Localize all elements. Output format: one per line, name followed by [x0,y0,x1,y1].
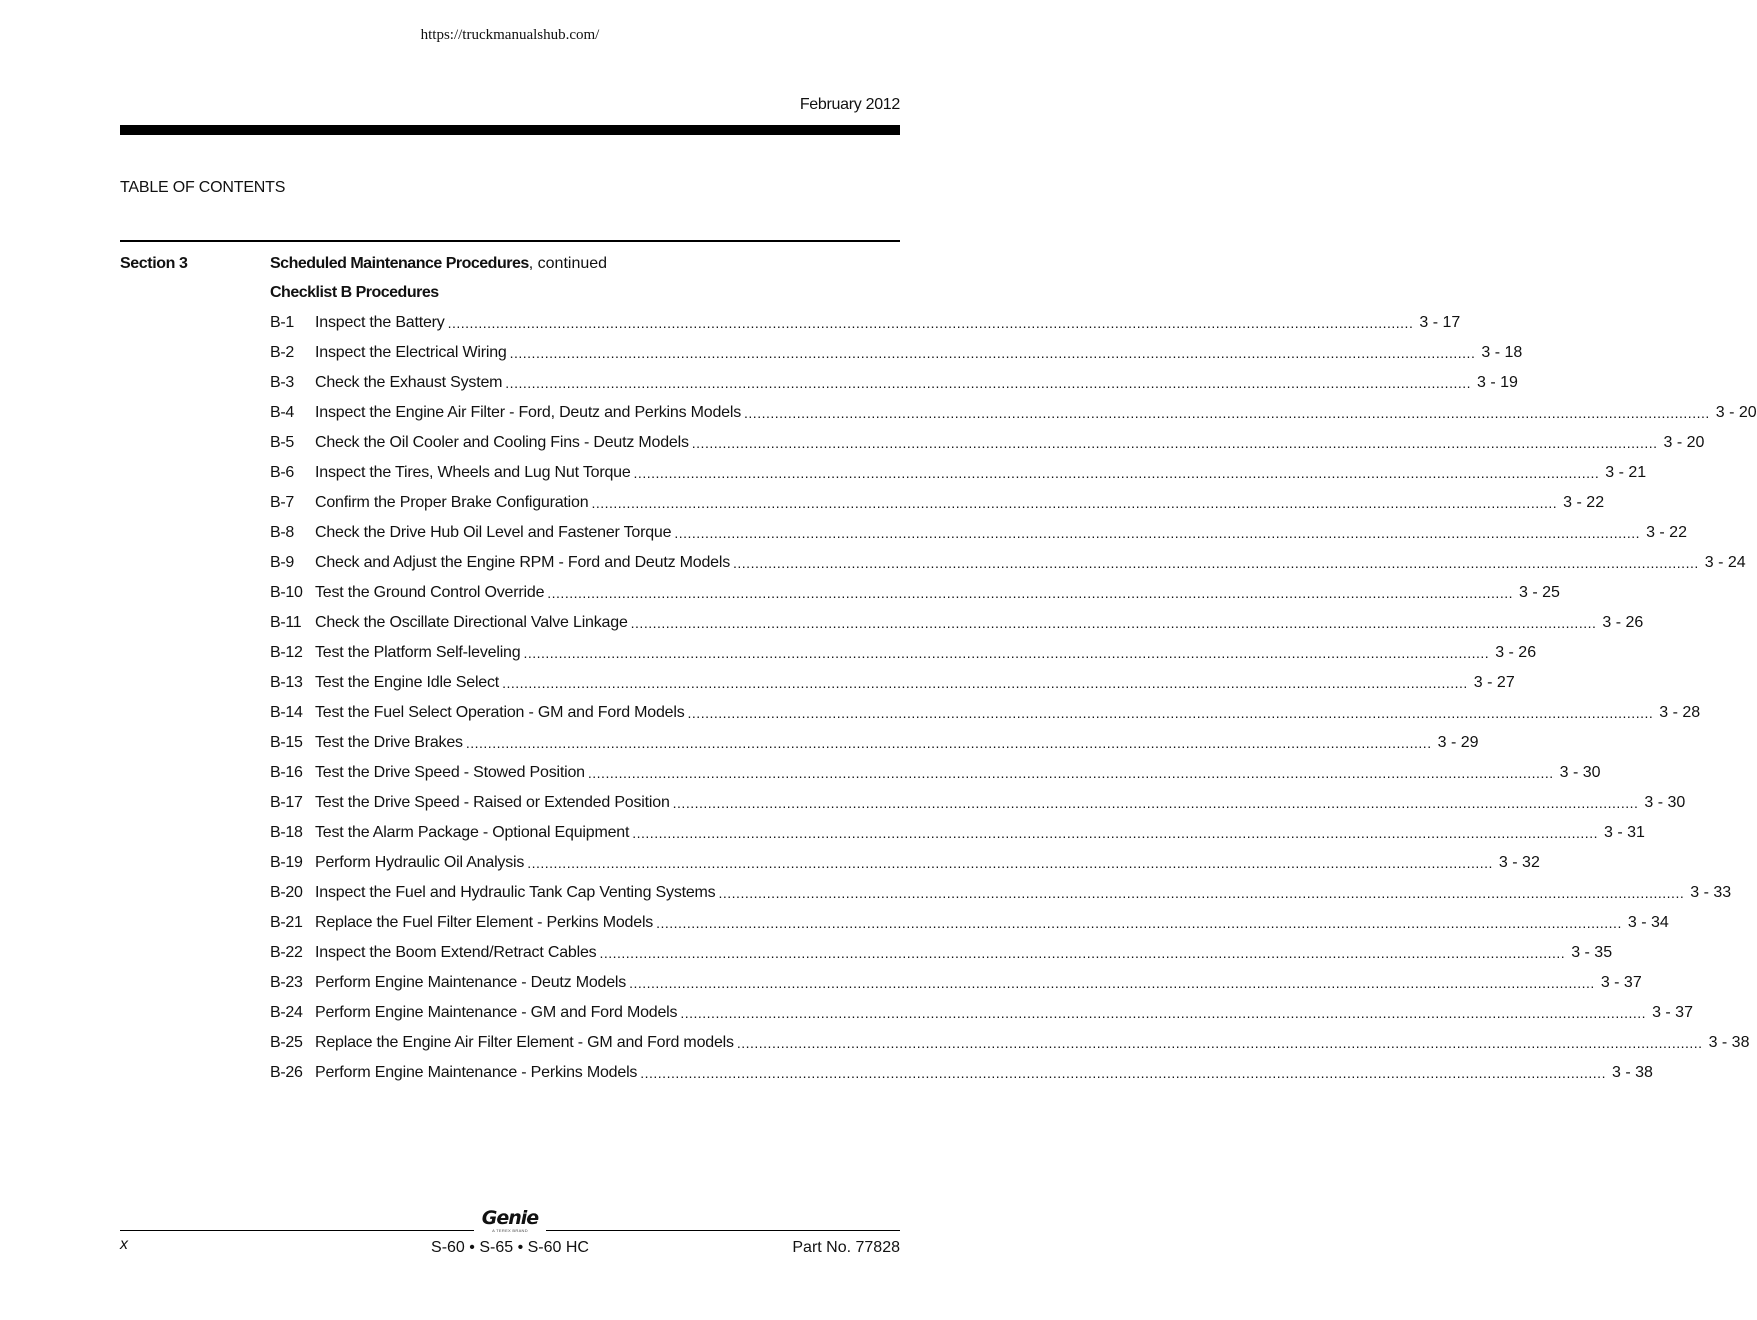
dot-leader: ............................................................................................................................................................................................................................ [587,765,1554,781]
toc-entry[interactable] [270,668,1515,698]
toc-entry-page: 3 - 24 [1704,554,1746,571]
toc-entry-page: 3 - 28 [1659,704,1701,721]
toc-entry-code: B-10 [270,584,303,601]
toc-entry[interactable] [270,878,1732,908]
toc-entry[interactable] [270,578,1560,608]
toc-entry-code: B-16 [270,764,303,781]
toc-entry-page: 3 - 32 [1498,854,1540,871]
dot-leader: ............................................................................................................................................................................................................................ [691,435,1658,451]
toc-entry-title: Inspect the Engine Air Filter - Ford, Deutz and Perkins Models [315,404,742,421]
dot-leader: ............................................................................................................................................................................................................................ [523,645,1490,661]
toc-entry-title: Inspect the Boom Extend/Retract Cables [315,944,597,961]
logo-tagline: A TEREX BRAND [492,1228,528,1233]
toc-entry-code: B-7 [270,494,294,511]
toc-entry-page: 3 - 30 [1559,764,1601,781]
dot-leader: ............................................................................................................................................................................................................................ [687,705,1654,721]
toc-entry-code: B-5 [270,434,294,451]
section-divider [120,240,900,242]
toc-entry[interactable] [270,368,1518,398]
toc-entry-code: B-23 [270,974,303,991]
dot-leader: ............................................................................................................................................................................................................................ [509,345,1476,361]
toc-entry-code: B-21 [270,914,303,931]
toc-entry-code: B-22 [270,944,303,961]
dot-leader: ............................................................................................................................................................................................................................ [736,1035,1703,1051]
part-number: Part No. 77828 [792,1239,900,1256]
toc-entry-code: B-4 [270,404,294,421]
toc-entry-page: 3 - 33 [1690,884,1732,901]
toc-entry-title: Perform Hydraulic Oil Analysis [315,854,525,871]
toc-entry-list [270,308,1757,1088]
dot-leader: ............................................................................................................................................................................................................................ [680,1005,1647,1021]
toc-entry-title: Check the Oil Cooler and Cooling Fins - Deutz Models [315,434,689,451]
toc-entry[interactable] [270,548,1746,578]
toc-entry-title: Inspect the Electrical Wiring [315,344,507,361]
toc-entry[interactable] [270,398,1757,428]
section-heading-suffix: , continued [528,255,608,272]
toc-entry[interactable] [270,788,1686,818]
toc-entry[interactable] [270,758,1601,788]
toc-entry[interactable] [270,938,1613,968]
toc-entry-title: Test the Drive Speed - Raised or Extended Position [315,794,670,811]
toc-entry-page: 3 - 29 [1437,734,1479,751]
toc-entry-page: 3 - 31 [1603,824,1645,841]
toc-entry-title: Inspect the Battery [315,314,445,331]
section-heading-title: Scheduled Maintenance Procedures [270,255,529,272]
toc-entry-page: 3 - 37 [1652,1004,1693,1021]
toc-entry-page: 3 - 34 [1627,914,1669,931]
toc-entry-code: B-19 [270,854,303,871]
toc-entry-code: B-20 [270,884,303,901]
toc-entry-code: B-3 [270,374,294,391]
toc-entry-code: B-13 [270,674,303,691]
toc-entry[interactable] [270,308,1461,338]
toc-entry[interactable] [270,458,1647,488]
toc-entry-title: Test the Drive Speed - Stowed Position [315,764,585,781]
dot-leader: ............................................................................................................................................................................................................................ [640,1065,1606,1081]
dot-leader: ............................................................................................................................................................................................................................ [599,945,1566,961]
toc-entry[interactable] [270,608,1644,638]
toc-entry-page: 3 - 19 [1477,374,1518,391]
toc-entry-title: Check the Drive Hub Oil Level and Fastener Torque [315,524,672,541]
dot-leader: ............................................................................................................................................................................................................................ [630,615,1597,631]
toc-entry-title: Check the Oscillate Directional Valve Linkage [315,614,628,631]
toc-entry[interactable] [270,698,1701,728]
toc-entry-code: B-14 [270,704,303,721]
toc-entry-title: Replace the Fuel Filter Element - Perkins Models [315,914,654,931]
toc-entry-code: B-26 [270,1064,303,1081]
dot-leader: ............................................................................................................................................................................................................................ [527,855,1493,871]
toc-entry-code: B-17 [270,794,303,811]
toc-entry-code: B-12 [270,644,303,661]
toc-entry-title: Test the Platform Self-leveling [315,644,521,661]
dot-leader: ............................................................................................................................................................................................................................ [547,585,1513,601]
toc-entry-code: B-8 [270,524,294,541]
dot-leader: ............................................................................................................................................................................................................................ [505,375,1472,391]
toc-entry-code: B-18 [270,824,303,841]
toc-entry-page: 3 - 22 [1563,494,1605,511]
toc-entry-page: 3 - 20 [1715,404,1757,421]
dot-leader: ............................................................................................................................................................................................................................ [744,405,1710,421]
section-label: Section 3 [120,255,188,272]
checklist-heading: Checklist B Procedures [270,284,439,301]
toc-entry-code: B-15 [270,734,303,751]
toc-entry-title: Perform Engine Maintenance - Deutz Models [315,974,627,991]
toc-entry[interactable] [270,1058,1653,1088]
toc-entry[interactable] [270,428,1705,458]
toc-entry-title: Inspect the Fuel and Hydraulic Tank Cap Venting Systems [315,884,716,901]
toc-entry-title: Perform Engine Maintenance - Perkins Models [315,1064,638,1081]
toc-entry-title: Confirm the Proper Brake Configuration [315,494,589,511]
toc-title: TABLE OF CONTENTS [120,179,286,196]
header-rule [120,125,900,135]
toc-entry-page: 3 - 37 [1600,974,1642,991]
dot-leader: ............................................................................................................................................................................................................................ [674,525,1641,541]
toc-entry-code: B-24 [270,1004,303,1021]
toc-entry-title: Test the Engine Idle Select [315,674,500,691]
toc-entry-title: Replace the Engine Air Filter Element - GM and Ford models [315,1034,734,1051]
dot-leader: ............................................................................................................................................................................................................................ [447,315,1414,331]
dot-leader: ............................................................................................................................................................................................................................ [733,555,1699,571]
toc-entry[interactable] [270,848,1540,878]
toc-entry[interactable] [270,728,1479,758]
logo-wordmark: Genie [481,1207,539,1229]
toc-entry-title: Check the Exhaust System [315,374,503,391]
toc-entry-page: 3 - 22 [1646,524,1687,541]
toc-entry-page: 3 - 17 [1419,314,1461,331]
toc-entry-code: B-11 [270,614,302,631]
dot-leader: ............................................................................................................................................................................................................................ [656,915,1622,931]
toc-entry-code: B-1 [270,314,294,331]
model-list: S-60 • S-65 • S-60 HC [431,1239,589,1256]
toc-entry-page: 3 - 25 [1519,584,1560,601]
dot-leader: ............................................................................................................................................................................................................................ [633,465,1600,481]
toc-entry-page: 3 - 21 [1605,464,1647,481]
toc-entry-code: B-2 [270,344,294,361]
toc-entry[interactable] [270,998,1693,1028]
dot-leader: ............................................................................................................................................................................................................................ [718,885,1685,901]
toc-entry-page: 3 - 35 [1571,944,1613,961]
toc-entry-page: 3 - 27 [1473,674,1515,691]
dot-leader: ............................................................................................................................................................................................................................ [591,495,1558,511]
toc-entry-page: 3 - 38 [1708,1034,1750,1051]
toc-entry-title: Test the Alarm Package - Optional Equipment [315,824,630,841]
toc-entry-code: B-6 [270,464,294,481]
toc-entry[interactable] [270,908,1669,938]
toc-entry-code: B-25 [270,1034,303,1051]
genie-logo [474,1208,546,1238]
dot-leader: ............................................................................................................................................................................................................................ [502,675,1468,691]
source-url: https://truckmanualshub.com/ [420,27,600,43]
toc-entry-page: 3 - 20 [1663,434,1705,451]
toc-entry[interactable] [270,488,1605,518]
toc-entry-title: Test the Drive Brakes [315,734,463,751]
toc-entry-code: B-9 [270,554,294,571]
toc-entry-page: 3 - 38 [1611,1064,1653,1081]
toc-entry-title: Check and Adjust the Engine RPM - Ford and Deutz Models [315,554,731,571]
section-heading [270,255,607,273]
page-number: x [120,1236,128,1253]
toc-entry-title: Test the Fuel Select Operation - GM and Ford Models [315,704,685,721]
toc-entry[interactable] [270,638,1537,668]
dot-leader: ............................................................................................................................................................................................................................ [632,825,1598,841]
dot-leader: ............................................................................................................................................................................................................................ [672,795,1639,811]
toc-entry[interactable] [270,818,1645,848]
toc-entry-title: Inspect the Tires, Wheels and Lug Nut Torque [315,464,631,481]
toc-entry-title: Perform Engine Maintenance - GM and Ford Models [315,1004,678,1021]
toc-entry-page: 3 - 26 [1495,644,1537,661]
dot-leader: ............................................................................................................................................................................................................................ [465,735,1432,751]
toc-entry-page: 3 - 18 [1481,344,1523,361]
toc-entry-page: 3 - 30 [1644,794,1686,811]
publication-date: February 2012 [799,96,900,113]
toc-entry[interactable] [270,1028,1750,1058]
toc-entry[interactable] [270,338,1523,368]
toc-entry-title: Test the Ground Control Override [315,584,545,601]
toc-entry[interactable] [270,518,1687,548]
toc-entry-page: 3 - 26 [1602,614,1644,631]
dot-leader: ............................................................................................................................................................................................................................ [629,975,1595,991]
toc-entry[interactable] [270,968,1642,998]
